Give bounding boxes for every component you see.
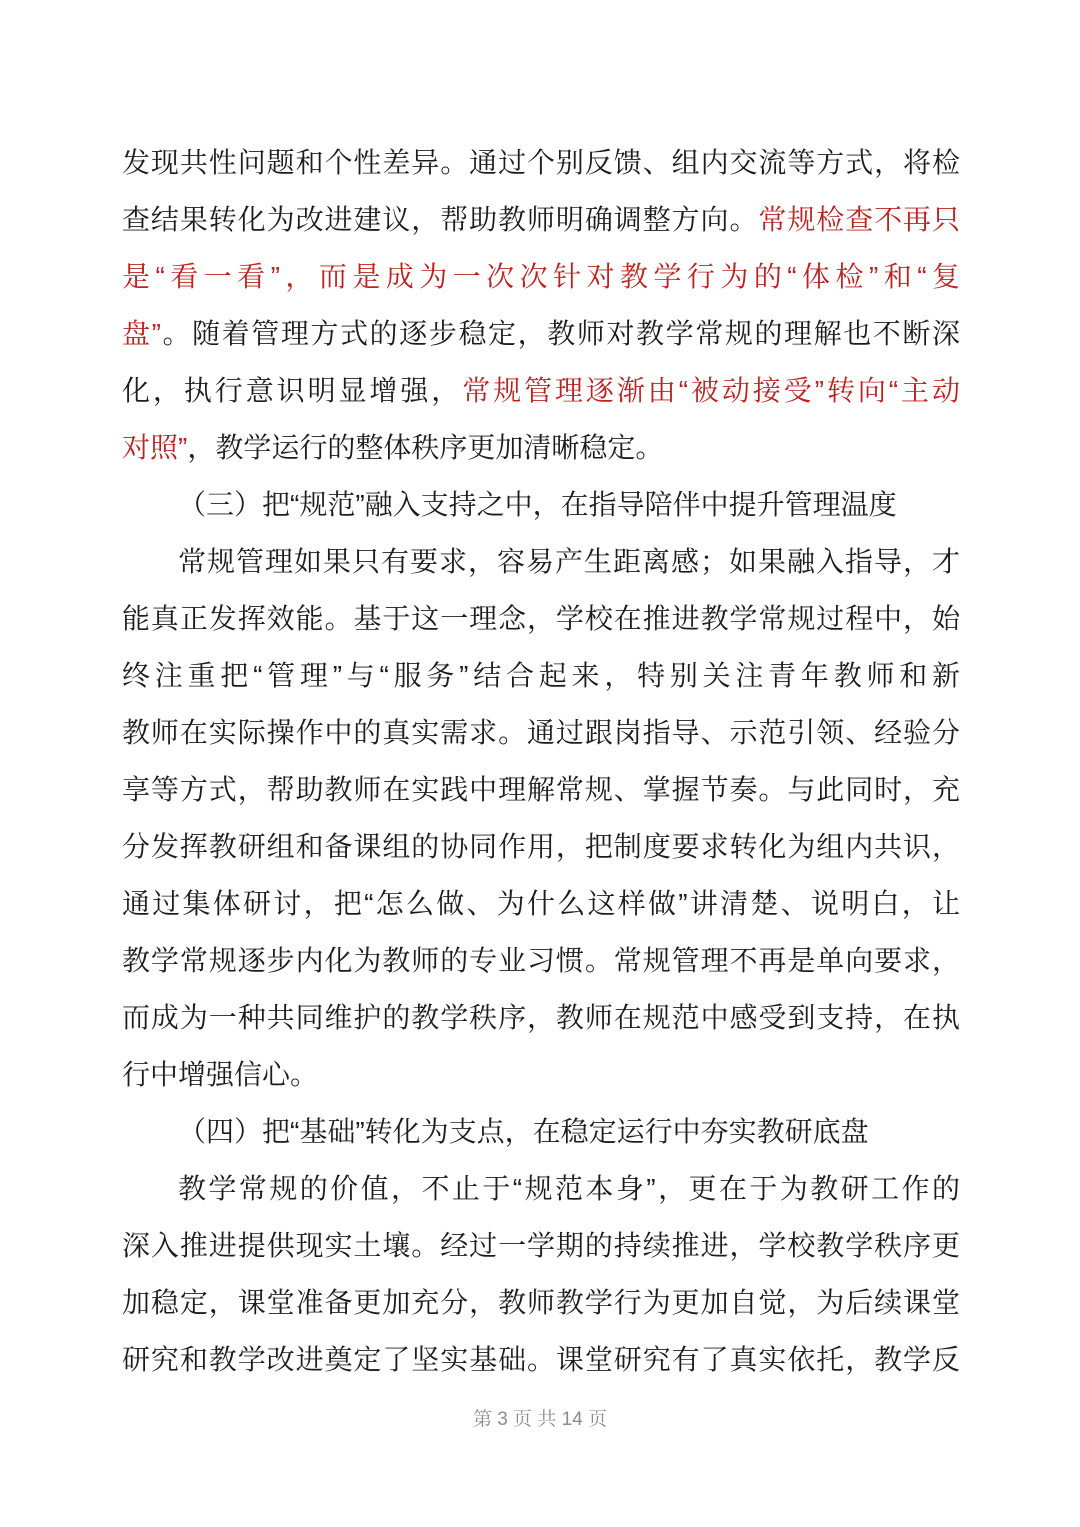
text-line: [122, 191, 960, 248]
body-text-segment: 行中增强信心。: [122, 1059, 319, 1090]
text-line: [122, 248, 960, 305]
body-text-segment: 终注重把“管理”与“服务”结合起来，特别关注青年教师和新: [122, 660, 960, 691]
text-line: [122, 1217, 960, 1274]
body-text-segment: 而成为一种共同维护的教学秩序，教师在规范中感受到支持，在执: [122, 1002, 960, 1033]
highlighted-text-segment: 盘”: [122, 318, 161, 349]
text-line: [122, 932, 960, 989]
text-line: [122, 818, 960, 875]
body-text-segment: 。随着管理方式的逐步稳定，教师对教学常规的理解也不断深: [160, 318, 960, 349]
body-text-segment: 分发挥教研组和备课组的协同作用，把制度要求转化为组内共识，: [122, 831, 960, 862]
text-line: [122, 989, 960, 1046]
text-line: [122, 533, 960, 590]
page-footer: 第 3 页 共 14 页: [472, 1409, 608, 1430]
body-text-segment: 能真正发挥效能。基于这一理念，学校在推进教学常规过程中，始: [122, 603, 960, 634]
body-text-segment: 深入推进提供现实土壤。经过一学期的持续推进，学校教学秩序更: [122, 1230, 960, 1261]
body-text-segment: （四）把“基础”转化为支点，在稳定运行中夯实教研底盘: [178, 1116, 869, 1147]
text-line: [122, 704, 960, 761]
body-text-segment: （三）把“规范”融入支持之中，在指导陪伴中提升管理温度: [178, 489, 897, 520]
text-line: [122, 1331, 960, 1388]
body-text-segment: 研究和教学改进奠定了坚实基础。课堂研究有了真实依托，教学反: [122, 1344, 960, 1375]
highlighted-text-segment: 常规检查不再只: [758, 204, 960, 235]
text-line: [122, 419, 960, 476]
body-text-segment: 教师在实际操作中的真实需求。通过跟岗指导、示范引领、经验分: [122, 717, 960, 748]
text-line: [122, 476, 960, 533]
text-line: [122, 134, 960, 191]
text-line: [122, 647, 960, 704]
body-text-segment: 通过集体研讨，把“怎么做、为什么这样做”讲清楚、说明白，让: [122, 888, 960, 919]
body-text-segment: 查结果转化为改进建议，帮助教师明确调整方向。: [122, 204, 759, 235]
text-line: [122, 761, 960, 818]
document-body: [122, 134, 960, 1388]
text-line: [122, 590, 960, 647]
highlighted-text-segment: 是“看一看”，而是成为一次次针对教学行为的“体检”和“复: [122, 261, 960, 292]
body-text-segment: 享等方式，帮助教师在实践中理解常规、掌握节奏。与此同时，充: [122, 774, 960, 805]
body-text-segment: 常规管理如果只有要求，容易产生距离感；如果融入指导，才: [178, 546, 960, 577]
text-line: [122, 362, 960, 419]
body-text-segment: 教学常规的价值，不止于“规范本身”，更在于为教研工作的: [178, 1173, 960, 1204]
body-text-segment: 教学常规逐步内化为教师的专业习惯。常规管理不再是单向要求，: [122, 945, 960, 976]
text-line: [122, 1274, 960, 1331]
text-line: [122, 875, 960, 932]
text-line: [122, 305, 960, 362]
highlighted-text-segment: 对照”: [122, 432, 188, 463]
text-line: [122, 1103, 960, 1160]
body-text-segment: 发现共性问题和个性差异。通过个别反馈、组内交流等方式，将检: [122, 147, 960, 178]
body-text-segment: ，教学运行的整体秩序更加清晰稳定。: [187, 432, 664, 463]
body-text-segment: 加稳定，课堂准备更加充分，教师教学行为更加自觉，为后续课堂: [122, 1287, 960, 1318]
text-line: [122, 1160, 960, 1217]
body-text-segment: 化，执行意识明显增强，: [122, 375, 463, 406]
text-line: [122, 1046, 960, 1103]
highlighted-text-segment: 常规管理逐渐由“被动接受”转向“主动: [462, 375, 960, 406]
